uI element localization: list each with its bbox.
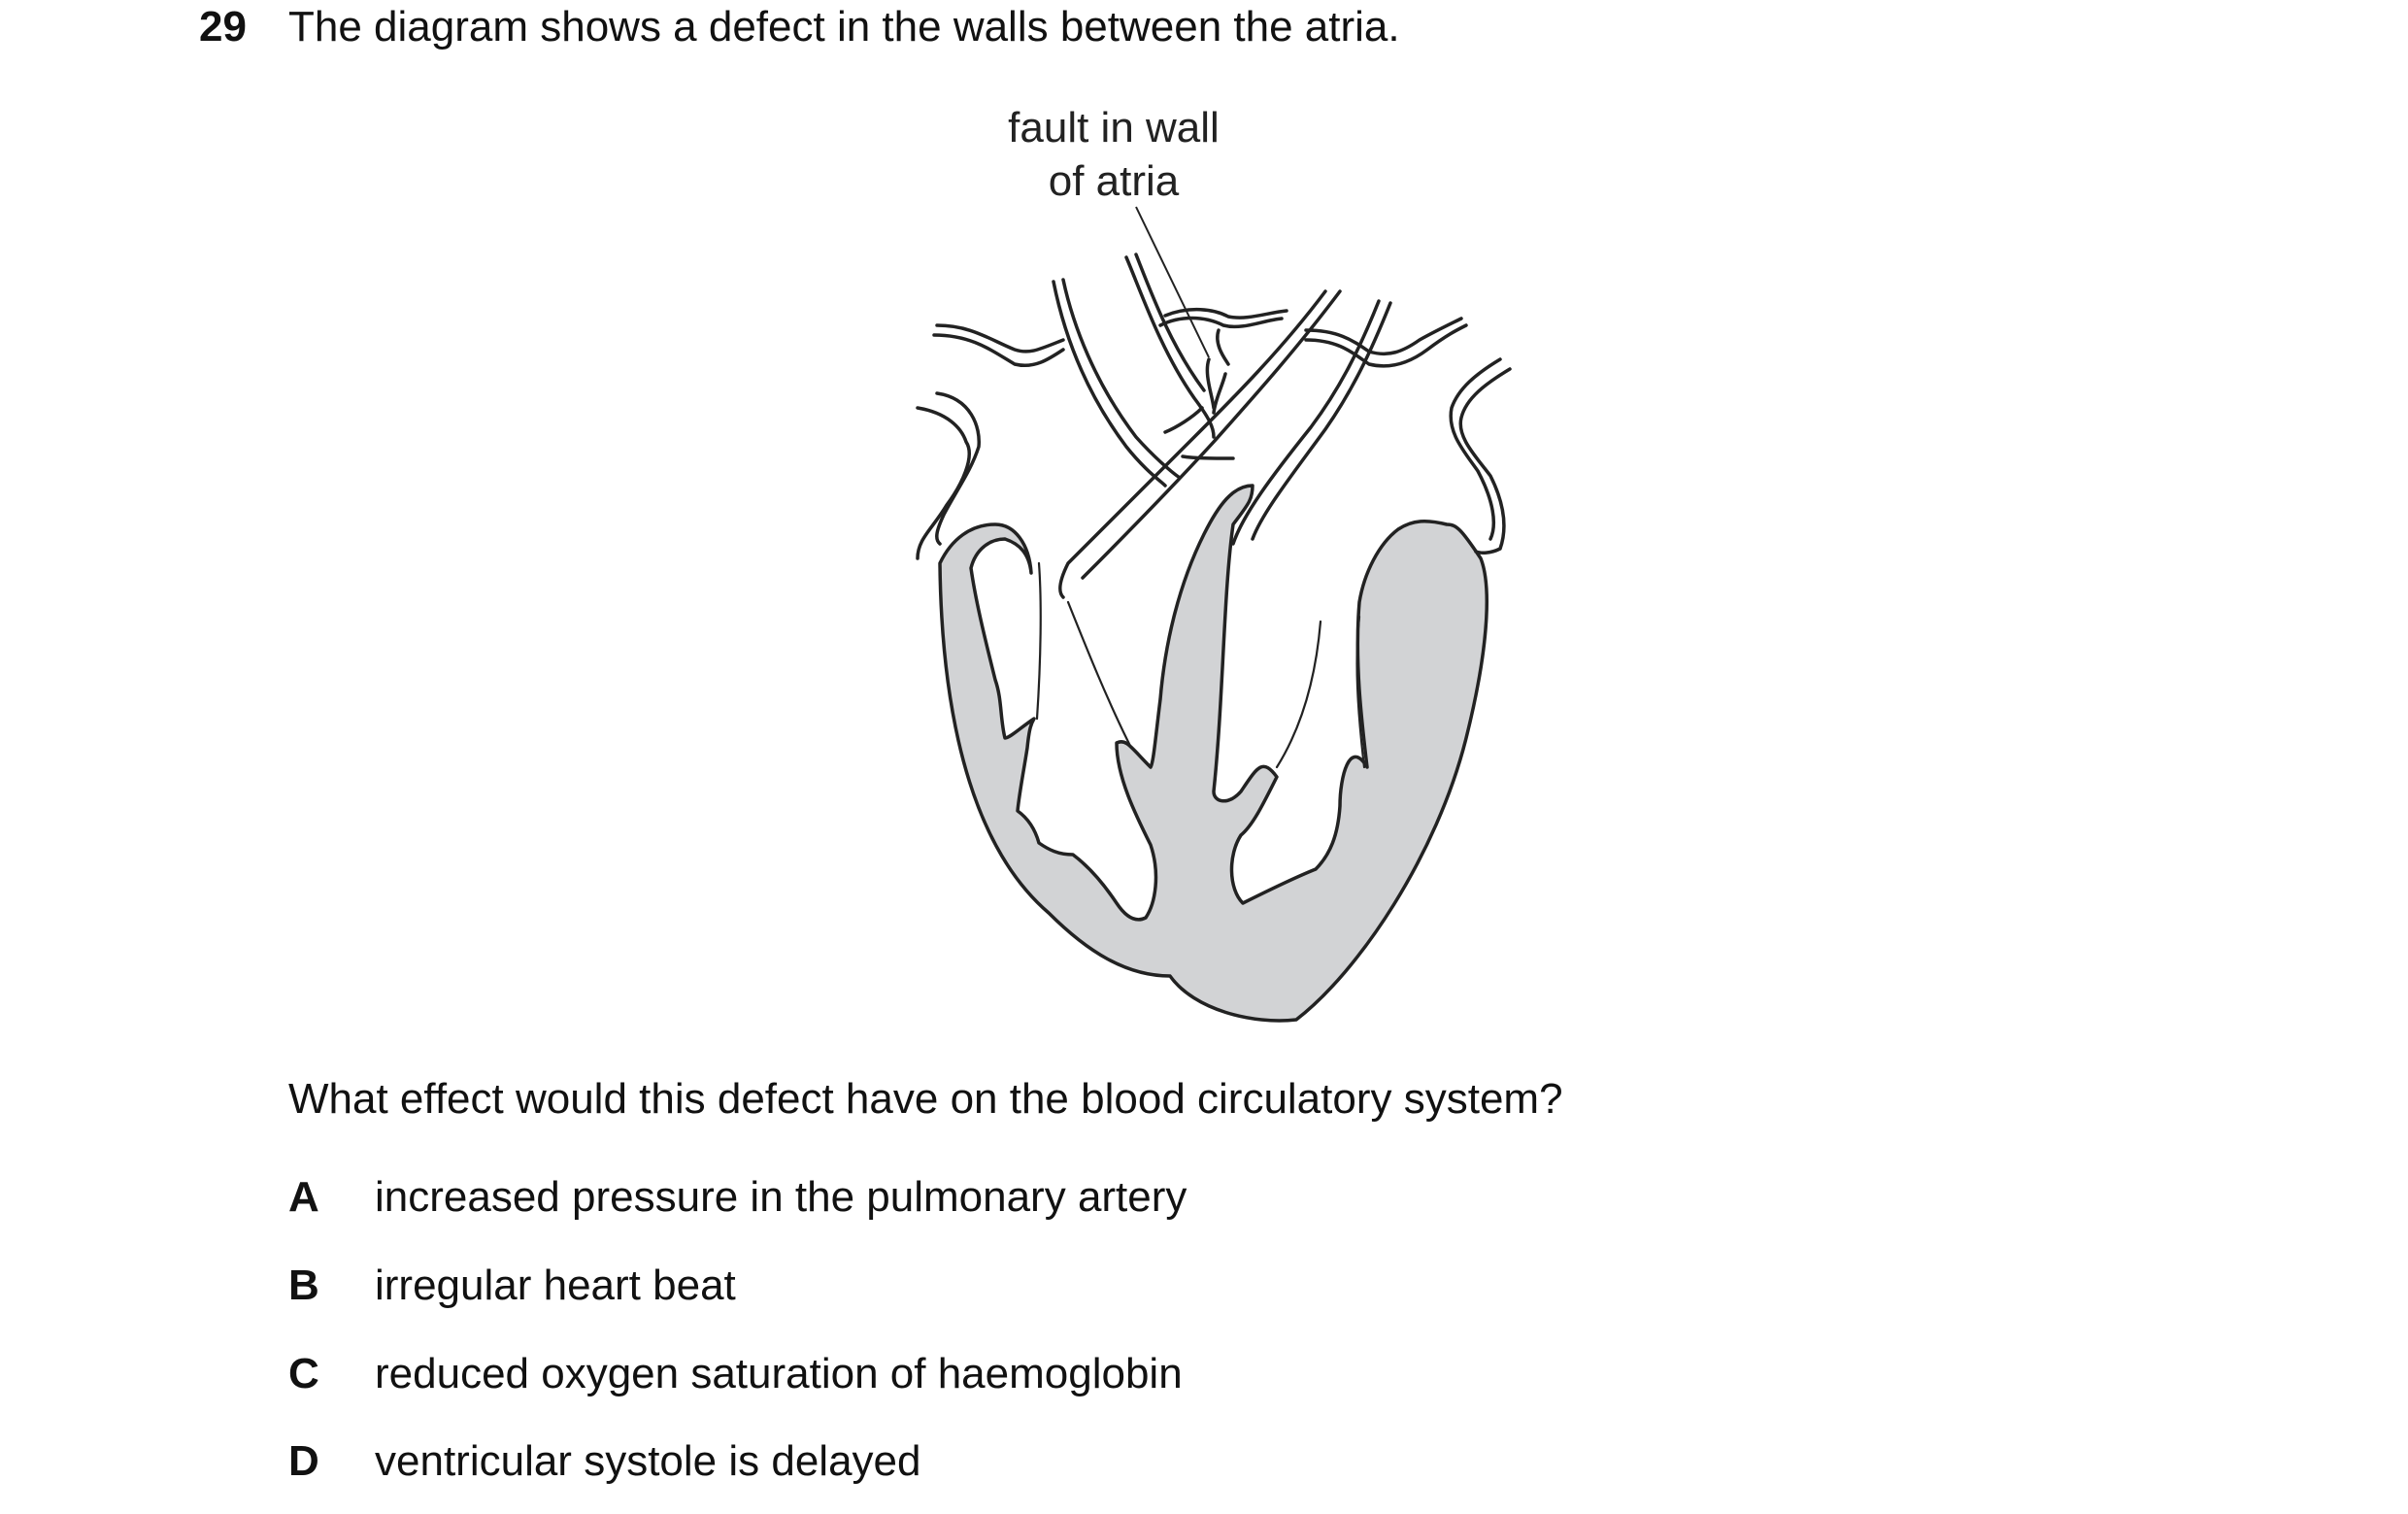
option-c-text: reduced oxygen saturation of haemoglobin xyxy=(375,1350,1183,1397)
option-b-letter: B xyxy=(288,1262,319,1309)
heart-wall xyxy=(940,486,1487,1021)
question-prompt: What effect would this defect have on the blood circulatory system? xyxy=(288,1075,1563,1123)
diagram-label-line2: of atria xyxy=(1048,157,1180,205)
option-d-text: ventricular systole is delayed xyxy=(375,1437,921,1485)
option-b-text: irregular heart beat xyxy=(375,1262,736,1309)
option-b xyxy=(288,1259,736,1313)
option-a-text: increased pressure in the pulmonary artery xyxy=(375,1173,1187,1221)
option-c-letter: C xyxy=(288,1350,319,1397)
option-d-letter: D xyxy=(288,1437,319,1485)
option-c xyxy=(288,1347,1183,1401)
option-a xyxy=(288,1170,1187,1225)
option-a-letter: A xyxy=(288,1173,319,1221)
diagram-label-line1: fault in wall xyxy=(1008,104,1220,151)
question-number: 29 xyxy=(199,3,247,50)
option-d xyxy=(288,1434,920,1489)
heart-outline xyxy=(940,486,1487,1021)
question-stem: The diagram shows a defect in the walls between the atria. xyxy=(288,3,1400,50)
